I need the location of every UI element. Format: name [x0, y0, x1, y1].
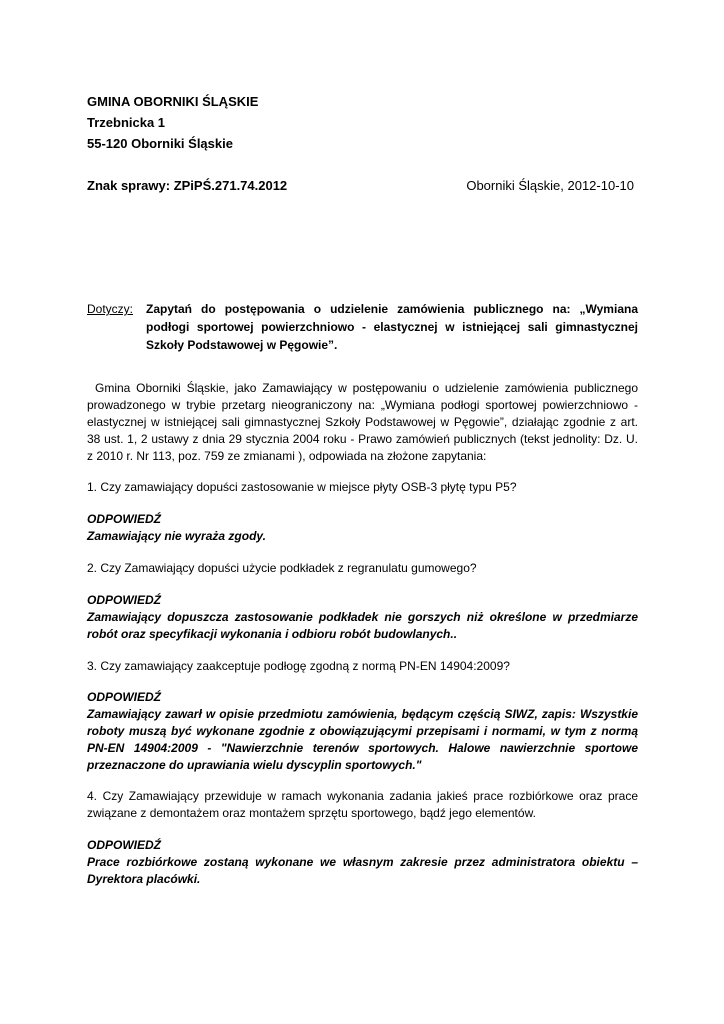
answer-2: Zamawiający dopuszcza zastosowanie podkładek nie gorszych niż określone w przedmiarze robót oraz specyfikacji wykonania i odbioru robót budowlanych..	[87, 610, 638, 641]
question-2: 2. Czy Zamawiający dopuści użycie podkładek z regranulatu gumowego?	[87, 561, 477, 575]
subject-label: Dotyczy:	[87, 302, 134, 316]
intro-text: Gmina Oborniki Śląskie, jako Zamawiający w postępowaniu o udzielenie zamówienia publicznego prowadzonego w trybie przetarg nieograniczony na: „Wymiana podłogi sportowej powierzchniowo - elastycznej w istniejącej sali gimnastycznej Szkoły Podstawowej w Pęgowie”, działając zgodnie z art. 38 ust. 1, 2 ustawy z dnia 29 stycznia 2004 roku - Prawo zamówień publicznych (tekst jednolity: Dz. U. z 2010 r. Nr 113, poz. 759 ze zmianami ), odpowiada na złożone zapytania:	[87, 381, 638, 463]
answer-label-3: ODPOWIEDŹ	[87, 690, 161, 704]
answer-3: Zamawiający zawarł w opisie przedmiotu zamówienia, będącym częścią SIWZ, zapis: Wszystkie roboty muszą być wykonane zgodnie z obowiązującymi przepisami i normami, w tym z normą PN-EN 14904:2009 - "Nawierzchnie terenów sportowych. Halowe nawierzchnie sportowe przeznaczone do uprawiania wielu dyscyplin sportowych."	[87, 707, 638, 772]
answer-label-1: ODPOWIEDŹ	[87, 512, 161, 526]
answer-1: Zamawiający nie wyraża zgody.	[87, 529, 266, 543]
sender-address	[87, 91, 258, 154]
sender-name: GMINA OBORNIKI ŚLĄSKIE	[87, 94, 259, 109]
question-4: 4. Czy Zamawiający przewiduje w ramach wykonania zadania jakieś prace rozbiórkowe oraz prace związane z demontażem oraz montażem sprzętu sportowego, bądź jego elementów.	[87, 789, 638, 820]
subject-text: Zapytań do postępowania o udzielenie zamówienia publicznego na: „Wymiana podłogi sportowej powierzchniowo - elastycznej w istniejącej sali gimnastycznej Szkoły Podstawowej w Pęgowie”.	[146, 302, 638, 352]
place-date: Oborniki Śląskie, 2012-10-10	[466, 178, 634, 193]
answer-label-4: ODPOWIEDŹ	[87, 838, 161, 852]
sender-city: 55-120 Oborniki Śląskie	[87, 136, 233, 151]
answer-4: Prace rozbiórkowe zostaną wykonane we własnym zakresie przez administratora obiektu – Dyrektora placówki.	[87, 855, 638, 886]
intro-paragraph	[87, 380, 638, 465]
case-number: Znak sprawy: ZPiPŚ.271.74.2012	[87, 178, 288, 193]
answer-label-2: ODPOWIEDŹ	[87, 593, 161, 607]
question-3: 3. Czy zamawiający zaakceptuje podłogę zgodną z normą PN-EN 14904:2009?	[87, 659, 510, 673]
question-1: 1. Czy zamawiający dopuści zastosowanie w miejsce płyty OSB-3 płytę typu P5?	[87, 480, 517, 494]
sender-street: Trzebnicka 1	[87, 115, 166, 130]
